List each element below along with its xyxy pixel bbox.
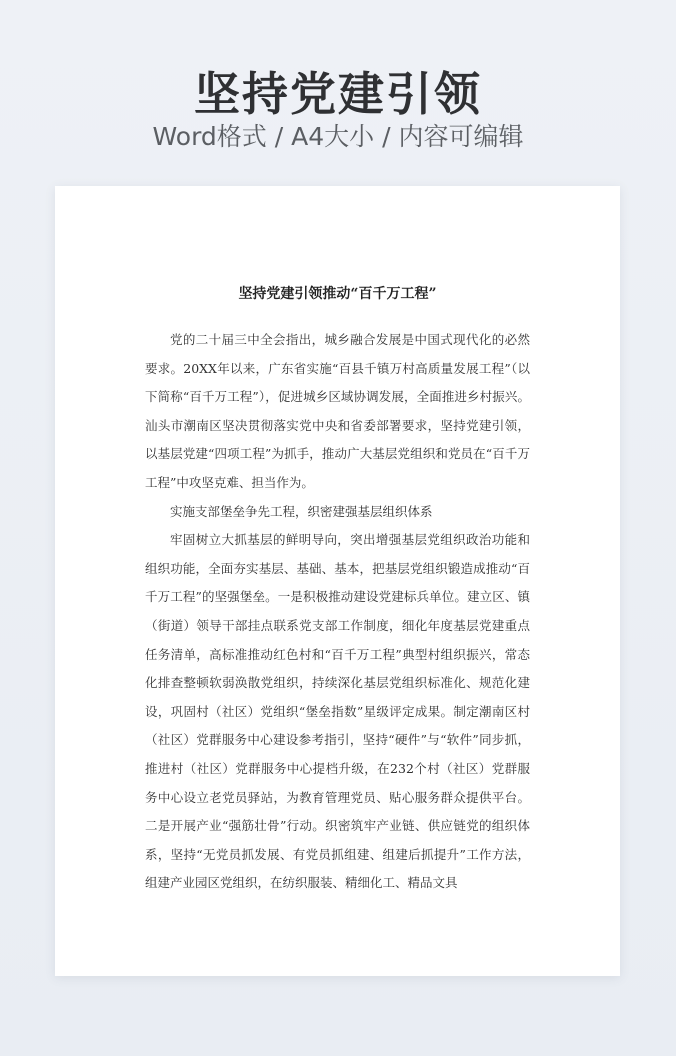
section-heading: 实施支部堡垒争先工程，织密建强基层组织体系 <box>170 503 433 519</box>
document-title: 坚持党建引领推动“百千万工程” <box>238 286 437 302</box>
page-header <box>0 0 676 186</box>
document-page <box>55 186 620 976</box>
intro-paragraph: 党的二十届三中全会指出，城乡融合发展是中国式现代化的必然要求。20XX年以来，广东省实施“百县千镇万村高质量发展工程”（以下简称“百千万工程”），促进城乡区域协调发展，全面推进乡村振兴。汕头市潮南区坚决贯彻落实党中央和省委部署要求，坚持党建引领，以基层党建“四项工程”为抓手，推动广大基层党组织和党员在“百千万工程”中攻坚克难、担当作为。 <box>145 332 530 490</box>
document-body <box>145 326 530 898</box>
format-subtitle: Word格式 / A4大小 / 内容可编辑 <box>152 122 524 151</box>
main-title: 坚持党建引领 <box>194 67 482 121</box>
body-paragraph: 牢固树立大抓基层的鲜明导向，突出增强基层党组织政治功能和组织功能，全面夯实基层、基础、基本，把基层党组织锻造成推动“百千万工程”的坚强堡垒。一是积极推动建设党建标兵单位。建立区、镇（街道）领导干部挂点联系党支部工作制度，细化年度基层党建重点任务清单，高标准推动红色村和“百千万工程”典型村组织振兴，常态化排查整顿软弱涣散党组织，持续深化基层党组织标准化、规范化建设，巩固村（社区）党组织“堡垒指数”星级评定成果。制定潮南区村（社区）党群服务中心建设参考指引，坚持“硬件”与“软件”同步抓，推进村（社区）党群服务中心提档升级，在232个村（社区）党群服务中心设立老党员驿站，为教育管理党员、贴心服务群众提供平台。二是开展产业“强筋壮骨”行动。织密筑牢产业链、供应链党的组织体系，坚持“无党员抓发展、有党员抓组建、组建后抓提升”工作方法，组建产业园区党组织，在纺织服装、精细化工、精品文具 <box>145 532 530 891</box>
